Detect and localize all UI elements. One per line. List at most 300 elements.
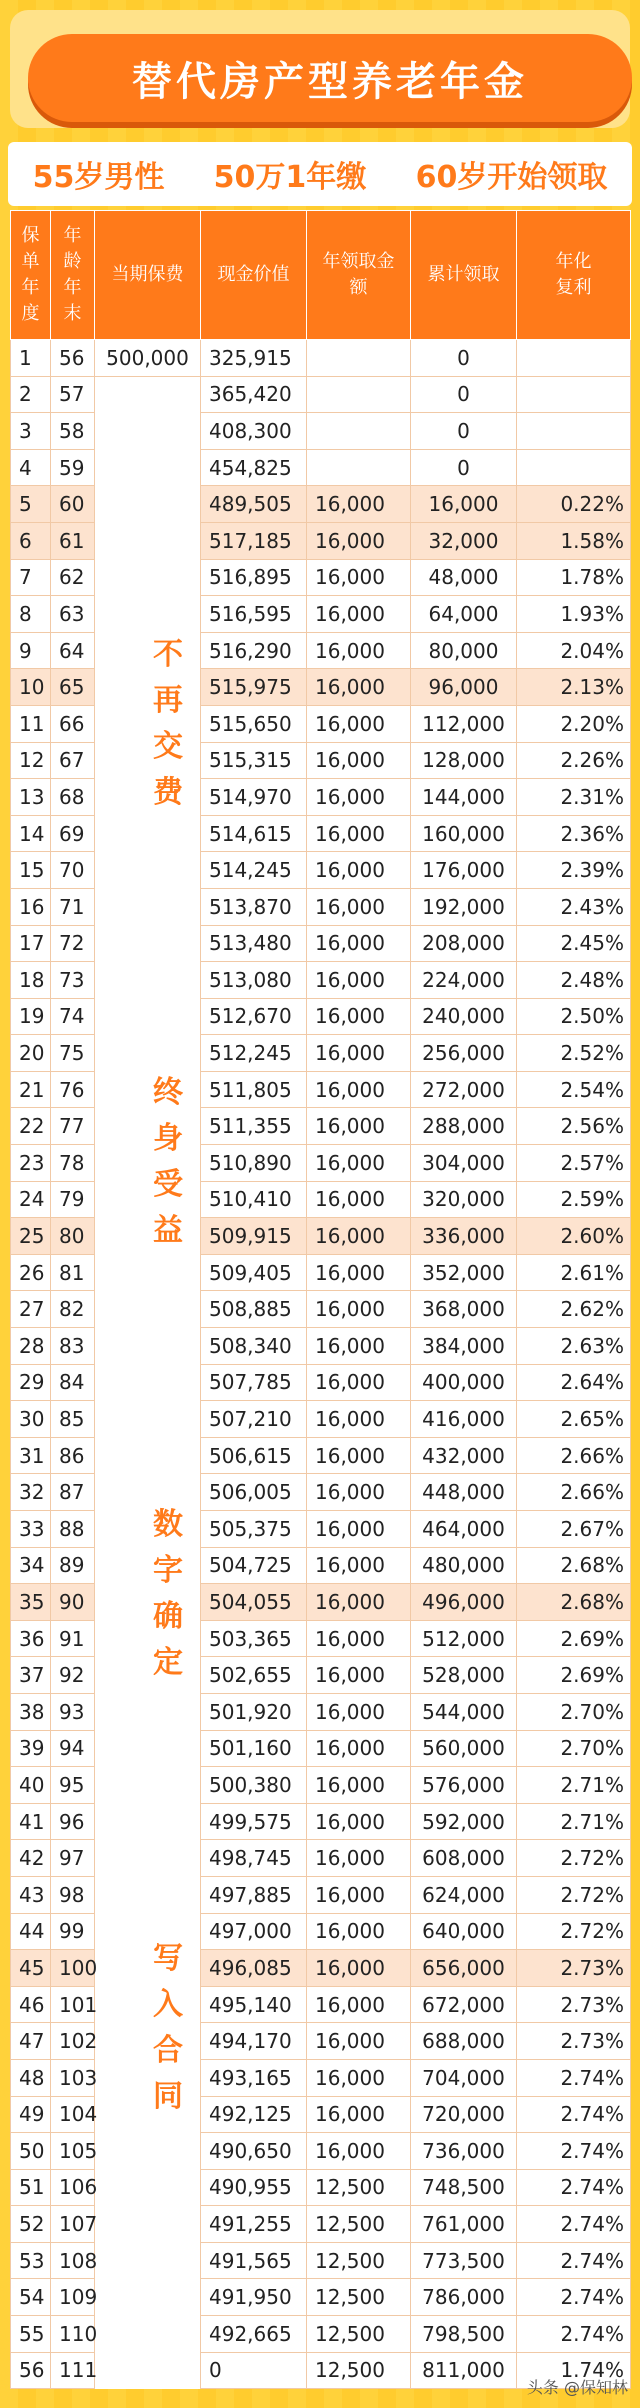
cell-premium-empty <box>95 486 201 523</box>
cell-premium-empty <box>95 1035 201 1072</box>
cell-cumulative: 352,000 <box>411 1254 517 1291</box>
cell-cash-value: 491,950 <box>201 2279 307 2316</box>
cell-irr: 2.36% <box>517 815 631 852</box>
table-row <box>11 1328 631 1365</box>
cell-cumulative: 432,000 <box>411 1437 517 1474</box>
cell-cumulative: 656,000 <box>411 1950 517 1987</box>
cell-cumulative: 48,000 <box>411 559 517 596</box>
cell-irr: 2.56% <box>517 1108 631 1145</box>
cell-irr: 2.74% <box>517 2206 631 2243</box>
cell-age: 97 <box>51 1840 95 1877</box>
cell-age: 63 <box>51 596 95 633</box>
table-row <box>11 2316 631 2353</box>
cell-irr: 2.67% <box>517 1511 631 1548</box>
cell-cumulative: 464,000 <box>411 1511 517 1548</box>
cell-cumulative: 761,000 <box>411 2206 517 2243</box>
table-body <box>11 340 631 2389</box>
cell-irr: 2.74% <box>517 2059 631 2096</box>
table-row <box>11 779 631 816</box>
cell-cumulative: 400,000 <box>411 1364 517 1401</box>
cell-cash-value: 507,210 <box>201 1401 307 1438</box>
cell-policy-year: 32 <box>11 1474 51 1511</box>
cell-annual-payout: 16,000 <box>307 1950 411 1987</box>
cell-age: 80 <box>51 1218 95 1255</box>
table-row <box>11 1181 631 1218</box>
cell-cumulative: 576,000 <box>411 1767 517 1804</box>
cell-age: 64 <box>51 632 95 669</box>
cell-annual-payout: 12,500 <box>307 2169 411 2206</box>
cell-cumulative: 0 <box>411 413 517 450</box>
cell-cumulative: 192,000 <box>411 888 517 925</box>
table-header-row <box>11 211 631 340</box>
cell-cash-value: 497,885 <box>201 1876 307 1913</box>
cell-policy-year: 25 <box>11 1218 51 1255</box>
cell-annual-payout: 16,000 <box>307 1328 411 1365</box>
cell-policy-year: 12 <box>11 742 51 779</box>
cell-cash-value: 508,885 <box>201 1291 307 1328</box>
cell-policy-year: 5 <box>11 486 51 523</box>
table-row <box>11 1108 631 1145</box>
cell-cash-value: 495,140 <box>201 1986 307 2023</box>
cell-age: 60 <box>51 486 95 523</box>
cell-irr: 2.68% <box>517 1547 631 1584</box>
cell-age: 111 <box>51 2352 95 2389</box>
cell-irr: 1.74% <box>517 2352 631 2389</box>
cell-cumulative: 368,000 <box>411 1291 517 1328</box>
cell-irr: 2.65% <box>517 1401 631 1438</box>
cell-irr: 2.64% <box>517 1364 631 1401</box>
cell-annual-payout: 16,000 <box>307 1474 411 1511</box>
cell-annual-payout <box>307 376 411 413</box>
cell-age: 85 <box>51 1401 95 1438</box>
table-row <box>11 1986 631 2023</box>
cell-cumulative: 208,000 <box>411 925 517 962</box>
table-row <box>11 2206 631 2243</box>
cell-cumulative: 528,000 <box>411 1657 517 1694</box>
cell-cash-value: 516,290 <box>201 632 307 669</box>
cell-policy-year: 9 <box>11 632 51 669</box>
cell-cash-value: 502,655 <box>201 1657 307 1694</box>
cell-annual-payout: 12,500 <box>307 2242 411 2279</box>
table-row <box>11 925 631 962</box>
cell-premium-empty <box>95 1401 201 1438</box>
cell-cash-value: 507,785 <box>201 1364 307 1401</box>
cell-cumulative: 272,000 <box>411 1071 517 1108</box>
cell-policy-year: 45 <box>11 1950 51 1987</box>
cell-cumulative: 304,000 <box>411 1145 517 1182</box>
cell-annual-payout: 16,000 <box>307 1657 411 1694</box>
table-row <box>11 1291 631 1328</box>
cell-irr: 2.70% <box>517 1693 631 1730</box>
cell-age: 70 <box>51 852 95 889</box>
cell-cumulative: 608,000 <box>411 1840 517 1877</box>
subtitle-gender: 55岁男性 <box>32 160 165 195</box>
cell-policy-year: 11 <box>11 705 51 742</box>
cell-premium-empty <box>95 2206 201 2243</box>
cell-cash-value: 325,915 <box>201 340 307 377</box>
cell-irr: 2.50% <box>517 998 631 1035</box>
cell-age: 82 <box>51 1291 95 1328</box>
cell-policy-year: 43 <box>11 1876 51 1913</box>
cell-age: 75 <box>51 1035 95 1072</box>
cell-irr: 2.73% <box>517 1950 631 1987</box>
side-label-lifetime-benefit: 终 身 受 益 <box>153 1075 183 1248</box>
cell-policy-year: 30 <box>11 1401 51 1438</box>
cell-cumulative: 640,000 <box>411 1913 517 1950</box>
cell-age: 57 <box>51 376 95 413</box>
cell-annual-payout: 16,000 <box>307 1218 411 1255</box>
cell-age: 81 <box>51 1254 95 1291</box>
cell-irr: 2.69% <box>517 1657 631 1694</box>
cell-cumulative: 80,000 <box>411 632 517 669</box>
cell-annual-payout: 16,000 <box>307 779 411 816</box>
title-banner <box>10 10 630 128</box>
cell-premium-empty <box>95 2316 201 2353</box>
cell-irr: 2.66% <box>517 1474 631 1511</box>
cell-age: 101 <box>51 1986 95 2023</box>
table-row <box>11 376 631 413</box>
cell-irr: 2.57% <box>517 1145 631 1182</box>
cell-policy-year: 55 <box>11 2316 51 2353</box>
cell-premium-empty <box>95 1767 201 1804</box>
table-row <box>11 669 631 706</box>
cell-policy-year: 42 <box>11 1840 51 1877</box>
cell-annual-payout: 16,000 <box>307 2133 411 2170</box>
cell-age: 76 <box>51 1071 95 1108</box>
cell-age: 62 <box>51 559 95 596</box>
cell-cumulative: 496,000 <box>411 1584 517 1621</box>
cell-age: 83 <box>51 1328 95 1365</box>
cell-cash-value: 511,355 <box>201 1108 307 1145</box>
cell-cumulative: 512,000 <box>411 1620 517 1657</box>
cell-irr: 2.48% <box>517 962 631 999</box>
cell-annual-payout: 16,000 <box>307 1401 411 1438</box>
table-row <box>11 413 631 450</box>
cell-age: 65 <box>51 669 95 706</box>
cell-age: 91 <box>51 1620 95 1657</box>
cell-annual-payout: 16,000 <box>307 1913 411 1950</box>
cell-annual-payout <box>307 340 411 377</box>
cell-cash-value: 509,405 <box>201 1254 307 1291</box>
cell-annual-payout: 16,000 <box>307 1693 411 1730</box>
cell-policy-year: 28 <box>11 1328 51 1365</box>
table-row <box>11 1876 631 1913</box>
cell-irr: 2.73% <box>517 2023 631 2060</box>
cell-age: 67 <box>51 742 95 779</box>
cell-irr: 2.52% <box>517 1035 631 1072</box>
cell-cash-value: 509,915 <box>201 1218 307 1255</box>
cell-cumulative: 736,000 <box>411 2133 517 2170</box>
header-cumulative: 累计领取 <box>411 211 517 340</box>
cell-cumulative: 704,000 <box>411 2059 517 2096</box>
cell-annual-payout: 16,000 <box>307 705 411 742</box>
cell-irr <box>517 413 631 450</box>
cell-policy-year: 4 <box>11 449 51 486</box>
cell-age: 93 <box>51 1693 95 1730</box>
cell-cumulative: 96,000 <box>411 669 517 706</box>
cell-irr <box>517 449 631 486</box>
cell-cash-value: 512,245 <box>201 1035 307 1072</box>
cell-policy-year: 40 <box>11 1767 51 1804</box>
cell-cumulative: 176,000 <box>411 852 517 889</box>
page-title: 替代房产型养老年金 <box>132 58 528 105</box>
cell-age: 109 <box>51 2279 95 2316</box>
cell-irr: 2.63% <box>517 1328 631 1365</box>
cell-premium-empty <box>95 1876 201 1913</box>
cell-cash-value: 503,365 <box>201 1620 307 1657</box>
cell-irr: 2.72% <box>517 1876 631 1913</box>
cell-premium-empty <box>95 559 201 596</box>
cell-annual-payout: 16,000 <box>307 596 411 633</box>
cell-policy-year: 36 <box>11 1620 51 1657</box>
table-row <box>11 1584 631 1621</box>
cell-cash-value: 514,970 <box>201 779 307 816</box>
cell-policy-year: 23 <box>11 1145 51 1182</box>
cell-age: 79 <box>51 1181 95 1218</box>
cell-premium-empty <box>95 596 201 633</box>
side-label-fixed-numbers: 数 字 确 定 <box>153 1507 183 1680</box>
cell-premium-empty <box>95 1437 201 1474</box>
cell-annual-payout: 16,000 <box>307 1547 411 1584</box>
cell-cash-value: 501,920 <box>201 1693 307 1730</box>
cell-irr: 2.26% <box>517 742 631 779</box>
table-row <box>11 596 631 633</box>
subtitle-start: 60岁开始领取 <box>415 160 608 195</box>
cell-age: 68 <box>51 779 95 816</box>
cell-age: 66 <box>51 705 95 742</box>
cell-premium-empty <box>95 1840 201 1877</box>
cell-policy-year: 39 <box>11 1730 51 1767</box>
cell-cash-value: 517,185 <box>201 522 307 559</box>
table-row <box>11 2059 631 2096</box>
cell-annual-payout: 16,000 <box>307 742 411 779</box>
cell-irr: 2.73% <box>517 1986 631 2023</box>
cell-irr: 2.74% <box>517 2133 631 2170</box>
cell-age: 108 <box>51 2242 95 2279</box>
cell-cash-value: 499,575 <box>201 1803 307 1840</box>
cell-cash-value: 492,665 <box>201 2316 307 2353</box>
cell-irr: 0.22% <box>517 486 631 523</box>
cell-cash-value: 512,670 <box>201 998 307 1035</box>
cell-cash-value: 491,565 <box>201 2242 307 2279</box>
cell-age: 104 <box>51 2096 95 2133</box>
cell-premium-empty <box>95 1254 201 1291</box>
cell-cumulative: 811,000 <box>411 2352 517 2389</box>
cell-irr: 2.74% <box>517 2242 631 2279</box>
table-row <box>11 1803 631 1840</box>
cell-premium-empty <box>95 413 201 450</box>
cell-cash-value: 490,955 <box>201 2169 307 2206</box>
cell-policy-year: 53 <box>11 2242 51 2279</box>
cell-annual-payout: 16,000 <box>307 1767 411 1804</box>
cell-policy-year: 14 <box>11 815 51 852</box>
cell-irr: 2.31% <box>517 779 631 816</box>
table-row <box>11 1035 631 1072</box>
cell-cumulative: 748,500 <box>411 2169 517 2206</box>
cell-age: 78 <box>51 1145 95 1182</box>
cell-age: 56 <box>51 340 95 377</box>
cell-annual-payout: 16,000 <box>307 2059 411 2096</box>
table-row <box>11 1950 631 1987</box>
cell-annual-payout: 16,000 <box>307 998 411 1035</box>
cell-policy-year: 44 <box>11 1913 51 1950</box>
cell-cash-value: 506,005 <box>201 1474 307 1511</box>
cell-cash-value: 513,870 <box>201 888 307 925</box>
cell-cumulative: 544,000 <box>411 1693 517 1730</box>
cell-premium-empty <box>95 2279 201 2316</box>
cell-premium-empty <box>95 815 201 852</box>
table-row <box>11 2279 631 2316</box>
cell-policy-year: 46 <box>11 1986 51 2023</box>
table-row <box>11 1474 631 1511</box>
cell-irr: 1.78% <box>517 559 631 596</box>
cell-policy-year: 38 <box>11 1693 51 1730</box>
cell-irr: 2.74% <box>517 2279 631 2316</box>
cell-policy-year: 51 <box>11 2169 51 2206</box>
cell-policy-year: 8 <box>11 596 51 633</box>
cell-cumulative: 0 <box>411 376 517 413</box>
table-row <box>11 1364 631 1401</box>
cell-policy-year: 33 <box>11 1511 51 1548</box>
cell-annual-payout: 16,000 <box>307 1730 411 1767</box>
cell-annual-payout: 12,500 <box>307 2316 411 2353</box>
cell-cash-value: 490,650 <box>201 2133 307 2170</box>
cell-cash-value: 365,420 <box>201 376 307 413</box>
cell-policy-year: 52 <box>11 2206 51 2243</box>
cell-annual-payout: 16,000 <box>307 486 411 523</box>
table-row <box>11 1145 631 1182</box>
cell-annual-payout: 16,000 <box>307 669 411 706</box>
cell-policy-year: 27 <box>11 1291 51 1328</box>
table-row <box>11 888 631 925</box>
cell-irr <box>517 376 631 413</box>
cell-policy-year: 37 <box>11 1657 51 1694</box>
cell-age: 107 <box>51 2206 95 2243</box>
cell-policy-year: 3 <box>11 413 51 450</box>
table-row <box>11 962 631 999</box>
cell-annual-payout: 16,000 <box>307 1620 411 1657</box>
cell-annual-payout: 16,000 <box>307 1803 411 1840</box>
subtitle-payment: 50万1年缴 <box>213 160 367 195</box>
cell-premium-empty <box>95 1328 201 1365</box>
cell-age: 103 <box>51 2059 95 2096</box>
cell-age: 102 <box>51 2023 95 2060</box>
cell-cumulative: 16,000 <box>411 486 517 523</box>
cell-irr: 2.59% <box>517 1181 631 1218</box>
cell-irr: 2.74% <box>517 2316 631 2353</box>
cell-cash-value: 515,315 <box>201 742 307 779</box>
cell-irr: 2.39% <box>517 852 631 889</box>
cell-cumulative: 592,000 <box>411 1803 517 1840</box>
table-row <box>11 815 631 852</box>
cell-cumulative: 0 <box>411 449 517 486</box>
cell-cash-value: 506,615 <box>201 1437 307 1474</box>
cell-age: 110 <box>51 2316 95 2353</box>
cell-irr: 1.58% <box>517 522 631 559</box>
table-row <box>11 998 631 1035</box>
cell-cumulative: 480,000 <box>411 1547 517 1584</box>
cell-premium-empty <box>95 1803 201 1840</box>
cell-age: 71 <box>51 888 95 925</box>
cell-cash-value: 498,745 <box>201 1840 307 1877</box>
cell-cash-value: 504,725 <box>201 1547 307 1584</box>
cell-policy-year: 17 <box>11 925 51 962</box>
cell-annual-payout: 16,000 <box>307 1437 411 1474</box>
cell-cash-value: 508,340 <box>201 1328 307 1365</box>
cell-cash-value: 511,805 <box>201 1071 307 1108</box>
cell-policy-year: 48 <box>11 2059 51 2096</box>
cell-policy-year: 2 <box>11 376 51 413</box>
cell-age: 89 <box>51 1547 95 1584</box>
cell-annual-payout: 16,000 <box>307 1108 411 1145</box>
title-pill <box>28 34 632 122</box>
cell-cash-value: 0 <box>201 2352 307 2389</box>
cell-cash-value: 491,255 <box>201 2206 307 2243</box>
table-row <box>11 1401 631 1438</box>
cell-policy-year: 18 <box>11 962 51 999</box>
cell-cash-value: 494,170 <box>201 2023 307 2060</box>
cell-cash-value: 515,650 <box>201 705 307 742</box>
cell-age: 95 <box>51 1767 95 1804</box>
cell-annual-payout: 16,000 <box>307 1145 411 1182</box>
cell-cumulative: 128,000 <box>411 742 517 779</box>
cell-irr: 2.04% <box>517 632 631 669</box>
cell-cumulative: 624,000 <box>411 1876 517 1913</box>
cell-cash-value: 515,975 <box>201 669 307 706</box>
table-row <box>11 742 631 779</box>
table-row <box>11 1840 631 1877</box>
cell-cumulative: 144,000 <box>411 779 517 816</box>
cell-premium-empty <box>95 1693 201 1730</box>
cell-annual-payout: 16,000 <box>307 815 411 852</box>
cell-policy-year: 29 <box>11 1364 51 1401</box>
cell-cash-value: 513,080 <box>201 962 307 999</box>
cell-irr: 2.72% <box>517 1913 631 1950</box>
header-age: 年 龄 年 末 <box>51 211 95 340</box>
cell-annual-payout: 16,000 <box>307 1364 411 1401</box>
cell-cumulative: 448,000 <box>411 1474 517 1511</box>
cell-premium-empty <box>95 2242 201 2279</box>
cell-cash-value: 454,825 <box>201 449 307 486</box>
table-row <box>11 486 631 523</box>
cell-annual-payout: 16,000 <box>307 1876 411 1913</box>
table-row <box>11 1218 631 1255</box>
cell-premium-empty <box>95 1364 201 1401</box>
cell-irr: 2.74% <box>517 2169 631 2206</box>
cell-cash-value: 496,085 <box>201 1950 307 1987</box>
cell-cash-value: 500,380 <box>201 1767 307 1804</box>
cell-policy-year: 13 <box>11 779 51 816</box>
subtitle-bar <box>8 142 632 206</box>
cell-irr: 2.71% <box>517 1767 631 1804</box>
cell-annual-payout: 16,000 <box>307 632 411 669</box>
table-row <box>11 1547 631 1584</box>
cell-irr: 2.74% <box>517 2096 631 2133</box>
cell-age: 86 <box>51 1437 95 1474</box>
cell-irr: 2.70% <box>517 1730 631 1767</box>
cell-cash-value: 510,890 <box>201 1145 307 1182</box>
cell-premium-empty <box>95 522 201 559</box>
cell-irr: 2.60% <box>517 1218 631 1255</box>
cell-annual-payout: 16,000 <box>307 522 411 559</box>
header-premium: 当期保费 <box>95 211 201 340</box>
watermark: 头条 @保知林 <box>526 2378 628 2397</box>
cell-policy-year: 24 <box>11 1181 51 1218</box>
table-row <box>11 559 631 596</box>
cell-cash-value: 516,895 <box>201 559 307 596</box>
cell-policy-year: 7 <box>11 559 51 596</box>
cell-policy-year: 56 <box>11 2352 51 2389</box>
